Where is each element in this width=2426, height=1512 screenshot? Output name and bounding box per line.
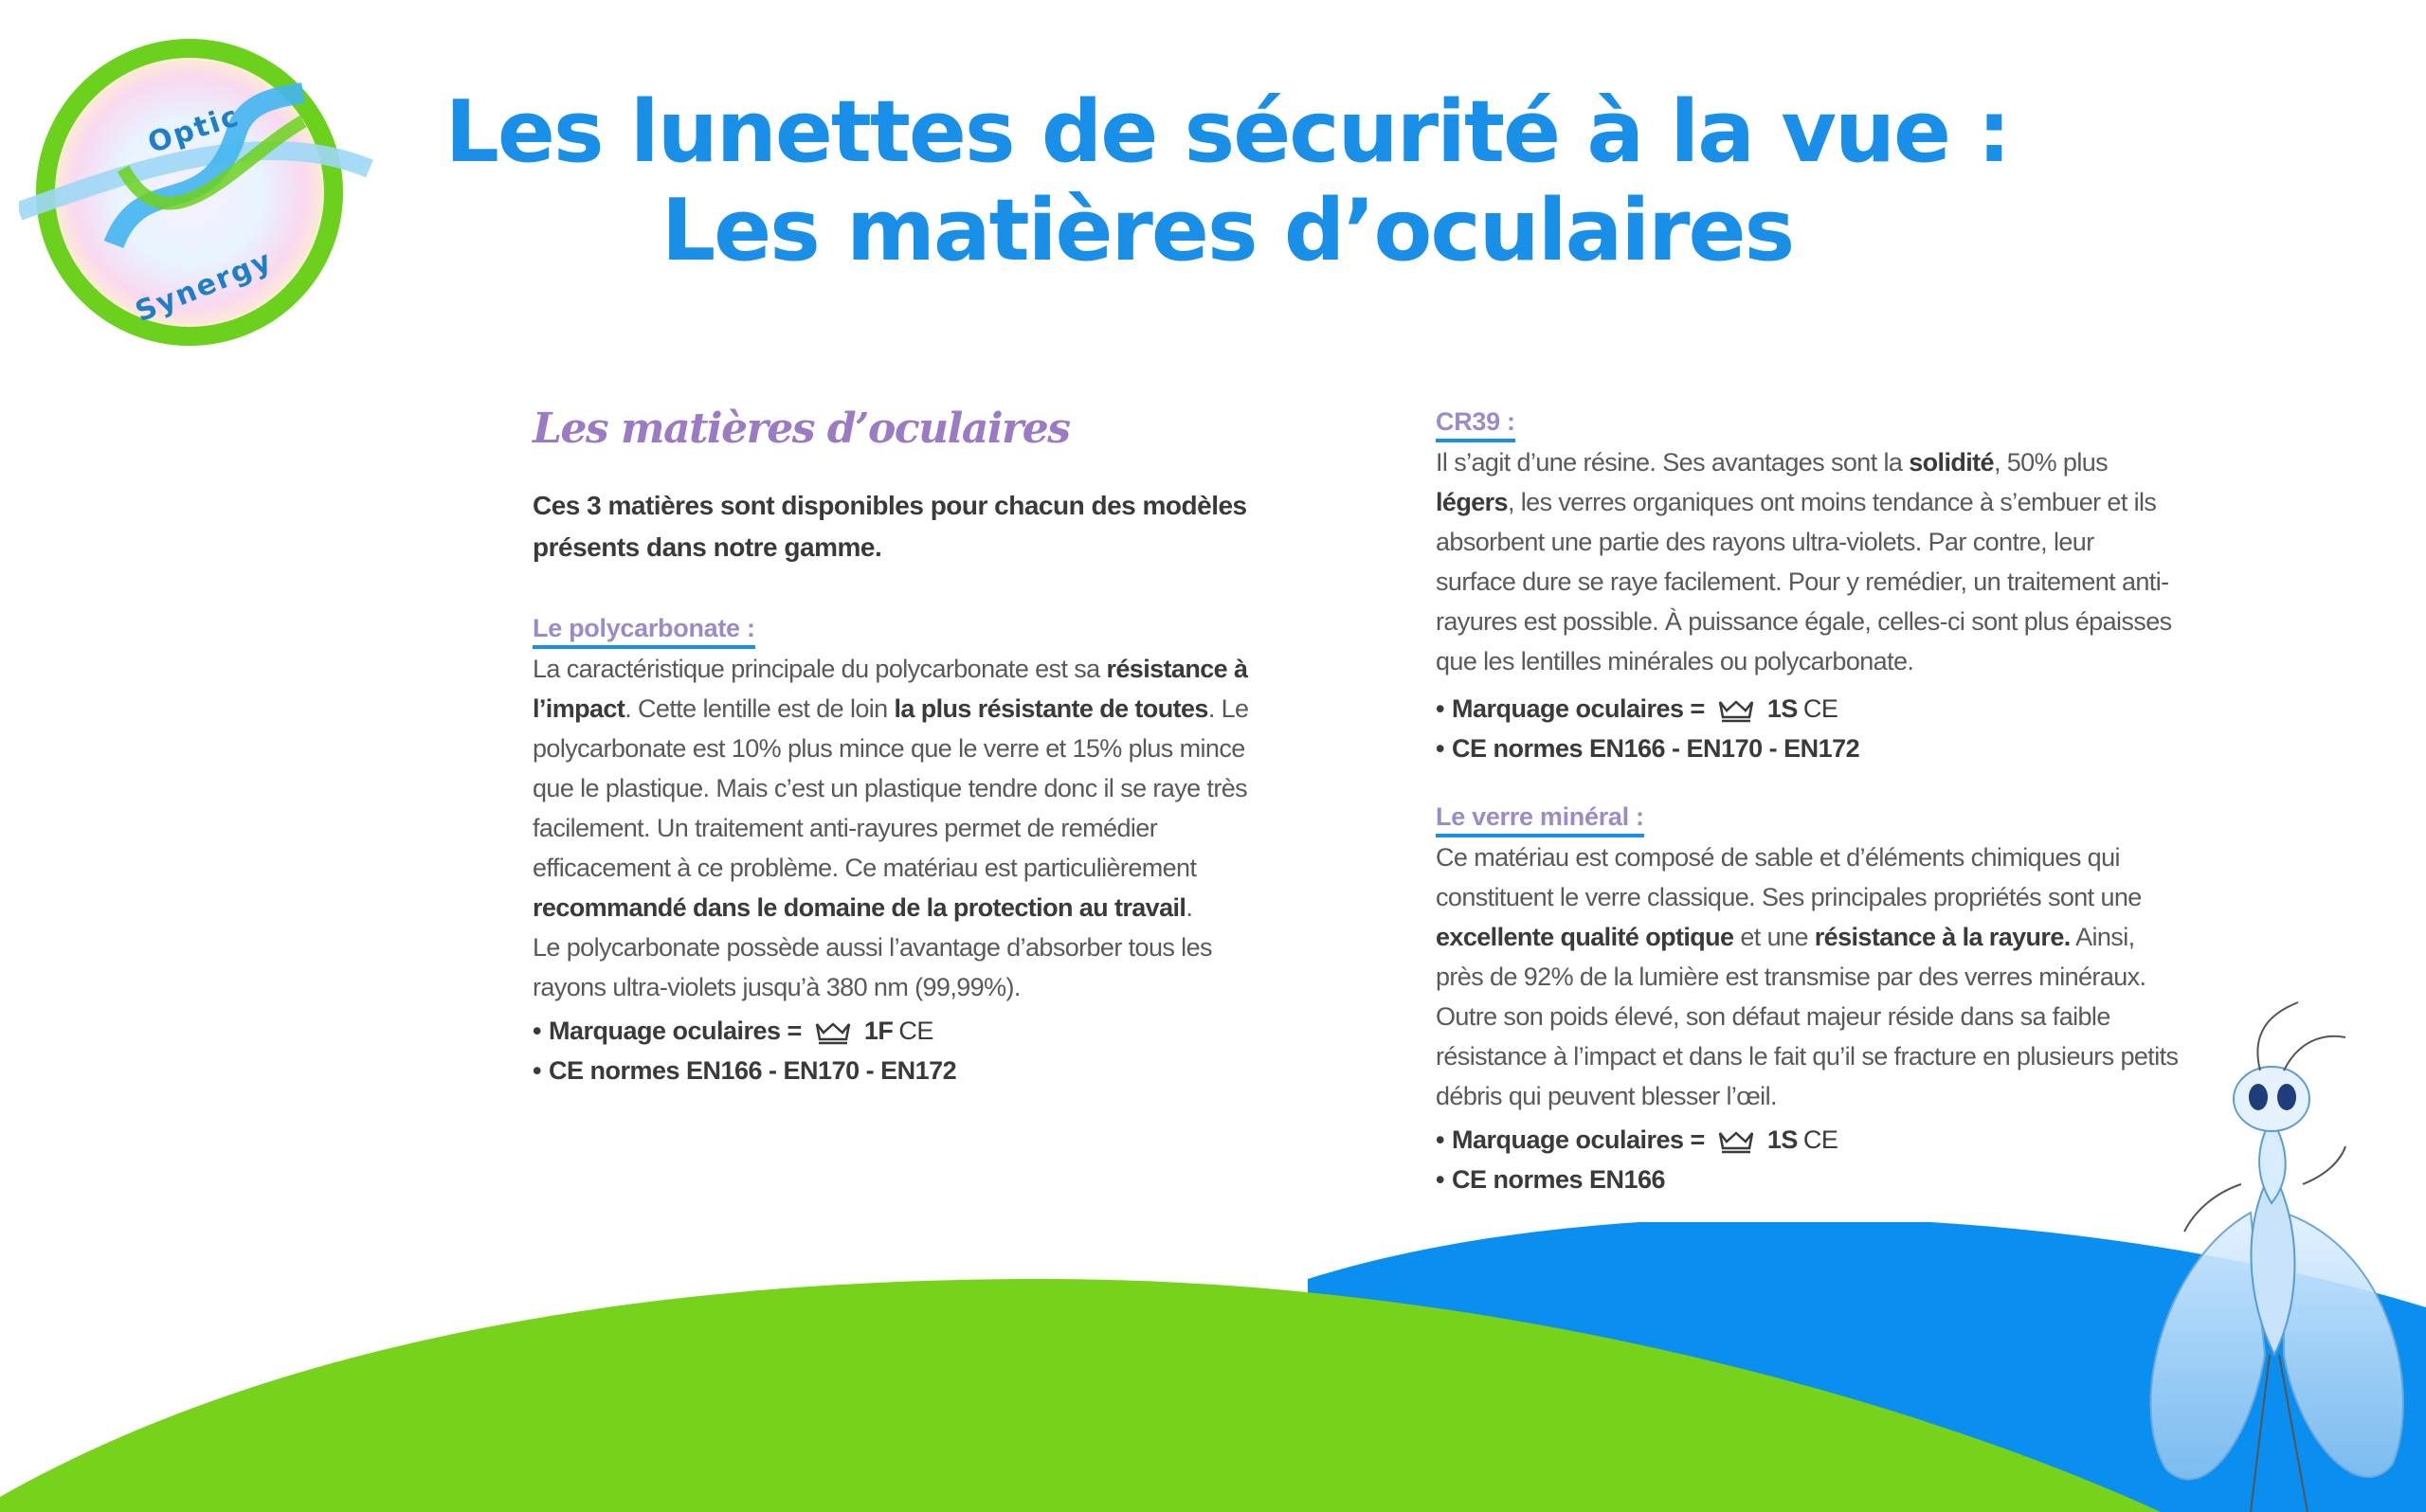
crown-marking-icon: [1717, 1129, 1755, 1154]
crown-marking-icon: [814, 1020, 852, 1045]
document-left-column: [533, 405, 1281, 1090]
document-intro: Ces 3 matières sont disponibles pour chacun des modèles présents dans notre gamme.: [533, 491, 1247, 562]
mineral-norms: • CE normes EN166: [1436, 1165, 1666, 1194]
bottom-wave-decoration: [0, 1222, 2426, 1512]
section-title-mineral: Le verre minéral :: [1436, 800, 1644, 837]
section-title-polycarbonate: Le polycarbonate :: [533, 611, 755, 649]
page-title: [0, 83, 2426, 280]
title-line-1: Les lunettes de sécurité à la vue :: [444, 82, 2010, 182]
polycarbonate-uv-paragraph: Le polycarbonate possède aussi l’avantage d’absorber tous les rayons ultra-violets jusqu’à 380 nm (99,99%).: [533, 933, 1212, 1001]
mineral-paragraph: Ce matériau est composé de sable et d’éléments chimiques qui constituent le verre classique. Ses principales propriétés sont une excellente qualité optique et une résistance à la rayure. Ainsi, près de 92% de la lumière est transmise par des verres minéraux. Outre son poids élevé, son défaut majeur réside dans sa faible résistance à l’impact et dans le fait qu’il se fracture en plusieurs petits débris qui peuvent blesser l’œil.: [1436, 843, 2179, 1110]
mineral-marking: • Marquage oculaires = 1S CE: [1436, 1125, 1838, 1154]
section-title-cr39: CR39 :: [1436, 405, 1515, 442]
cr39-norms: • CE normes EN166 - EN170 - EN172: [1436, 734, 1860, 763]
polycarbonate-marking: • Marquage oculaires = 1F CE: [533, 1017, 933, 1045]
document-right-column: [1436, 402, 2180, 1199]
cr39-marking: • Marquage oculaires = 1S CE: [1436, 694, 1838, 723]
title-line-2: Les matières d’oculaires: [661, 181, 1794, 280]
cr39-paragraph: Il s’agit d’une résine. Ses avantages sont la solidité, 50% plus légers, les verres organiques ont moins tendance à s’embuer et ils absorbent une partie des rayons ultra-violets. Par contre, leur surface dure se raye facilement. Pour y remédier, un traitement anti-rayures est possible. À puissance égale, celles-ci sont plus épaisses que les lentilles minérales ou polycarbonate.: [1436, 448, 2172, 675]
crown-marking-icon: [1717, 698, 1755, 723]
ce-mark: CE: [898, 1017, 933, 1045]
polycarbonate-norms: • CE normes EN166 - EN170 - EN172: [533, 1056, 957, 1085]
polycarbonate-paragraph: La caractéristique principale du polycarbonate est sa résistance à l’impact. Cette lentille est de loin la plus résistante de toutes. Le polycarbonate est 10% plus mince que le verre et 15% plus mince que le plastique. Mais c’est un plastique tendre donc il se raye très facilement. Un traitement anti-rayures permet de remédier efficacement à ce problème. Ce matériau est particulièrement recommandé dans le domaine de la protection au travail.: [533, 655, 1249, 922]
logo-text-bottom: Synergy: [131, 243, 278, 330]
ce-mark: CE: [1802, 1125, 1838, 1154]
ce-mark: CE: [1802, 694, 1838, 723]
document-heading: Les matières d’oculaires: [533, 405, 1070, 453]
insect-mascot-illustration: [2109, 995, 2426, 1512]
logo-text-top: Optic: [143, 99, 244, 161]
